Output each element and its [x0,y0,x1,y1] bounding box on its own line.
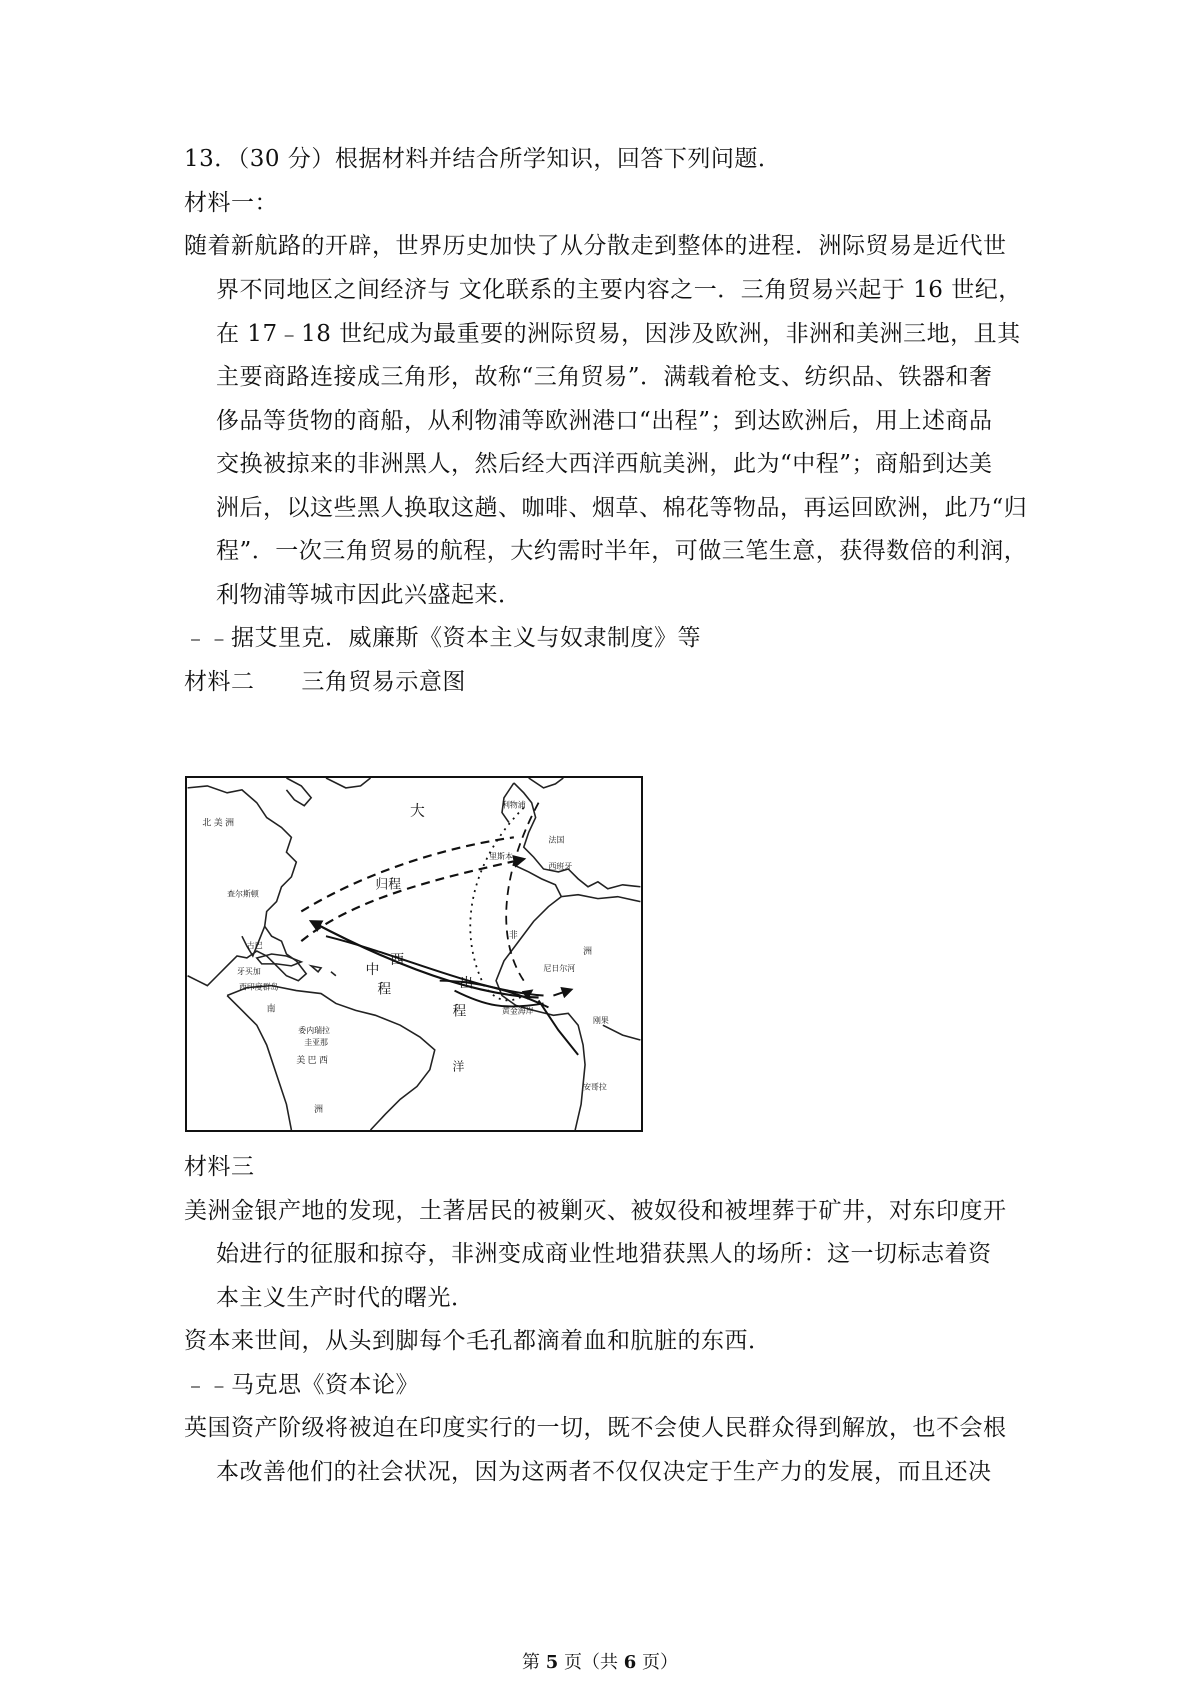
map-label: 利物浦 [502,800,526,810]
map-label: 委内瑞拉 [298,1026,330,1036]
material3-line: 本主义生产时代的曙光． [216,1285,475,1311]
map-label: 西 [390,950,405,967]
map-label: 中 [365,960,380,977]
material1-line: 侈品等货物的商船，从利物浦等欧洲港口“出程”；到达欧洲后，用上述商品 [216,408,993,434]
footer-total-pages: 6 [623,1652,637,1673]
map-label: 里斯本 [489,852,513,862]
material3-line: 本改善他们的社会状况，因为这两者不仅仅决定于生产力的发展，而且还决 [216,1459,992,1485]
map-label: 西班牙 [548,861,573,871]
map-label: 圭亚那 [304,1037,328,1047]
page-footer [0,1651,1200,1675]
map-label: 大 [410,803,425,820]
footer-page-number: 5 [545,1652,559,1673]
map-label: 尼日尔河 [543,963,576,973]
material1-line: 利物浦等城市因此兴盛起来． [216,582,522,608]
material3-line: 资本来世间，从头到脚每个毛孔都滴着血和肮脏的东西． [184,1328,772,1354]
map-label: 洲 [314,1104,324,1115]
map-svg [187,778,641,1130]
question-title: 13．（30 分）根据材料并结合所学知识，回答下列问题． [184,146,782,172]
map-label: 南 [266,1003,276,1014]
material1-line: 随着新航路的开辟，世界历史加快了从分散走到整体的进程．洲际贸易是近代世 [184,233,1007,259]
footer-prefix: 第 [522,1652,546,1673]
map-label: 非 [508,930,518,941]
map-label: 归程 [375,876,402,892]
material3-line: 始进行的征服和掠夺，非洲变成商业性地猎获黑人的场所：这一切标志着资 [216,1241,992,1267]
material3-line: 英国资产阶级将被迫在印度实行的一切，既不会使人民群众得到解放，也不会根 [184,1415,1007,1441]
material3-line: 美洲金银产地的发现，土著居民的被剿灭、被奴役和被埋葬于矿井，对东印度开 [184,1198,1007,1224]
material2-label: 材料二 三角贸易示意图 [184,669,466,695]
footer-suffix: 页） [636,1652,678,1673]
material1-line: 界不同地区之间经济与 文化联系的主要内容之一．三角贸易兴起于 16 世纪， [216,277,1022,303]
map-label: 洲 [583,946,592,956]
material3-source: ﹣﹣马克思《资本论》 [184,1372,419,1398]
material1-line: 交换被掠来的非洲黑人，然后经大西洋西航美洲，此为“中程”；商船到达美 [216,451,993,477]
map-label: 法国 [548,835,565,845]
map-label: 出 [459,974,474,991]
map-label: 北 美 洲 [202,817,234,828]
map-label: 程 [377,980,392,997]
material1-line: 主要商路连接成三角形，故称“三角贸易”．满载着枪支、纺织品、铁器和奢 [216,364,993,390]
triangle-trade-map [185,776,643,1132]
footer-middle: 页（共 [558,1652,624,1673]
map-label: 程 [452,1002,467,1019]
material1-line: 洲后，以这些黑人换取这趟、咖啡、烟草、棉花等物品，再运回欧洲，此乃“归 [216,495,1028,521]
trade-routes [301,803,578,1055]
material1-label: 材料一： [184,190,278,216]
map-label: 安哥拉 [583,1082,607,1092]
map-label: 黄金海岸 [502,1006,534,1016]
map-label: 古巴 [246,941,263,951]
map-label: 西印度群岛 [238,982,279,992]
material1-source: ﹣﹣据艾里克．威廉斯《资本主义与奴隶制度》等 [184,625,701,651]
material1-line: 在 17﹣18 世纪成为最重要的洲际贸易，因涉及欧洲，非洲和美洲三地，且其 [216,321,1021,347]
map-label: 美 巴 西 [296,1054,328,1065]
material1-line: 程”．一次三角贸易的航程，大约需时半年，可做三笔生意，获得数倍的利润， [216,538,1028,564]
map-label: 洋 [452,1059,465,1074]
map-label: 刚果 [592,1016,609,1026]
map-label: 牙买加 [237,966,261,976]
material3-label: 材料三 [184,1154,255,1180]
coastlines [188,778,641,1130]
map-label: 查尔斯顿 [227,889,259,899]
